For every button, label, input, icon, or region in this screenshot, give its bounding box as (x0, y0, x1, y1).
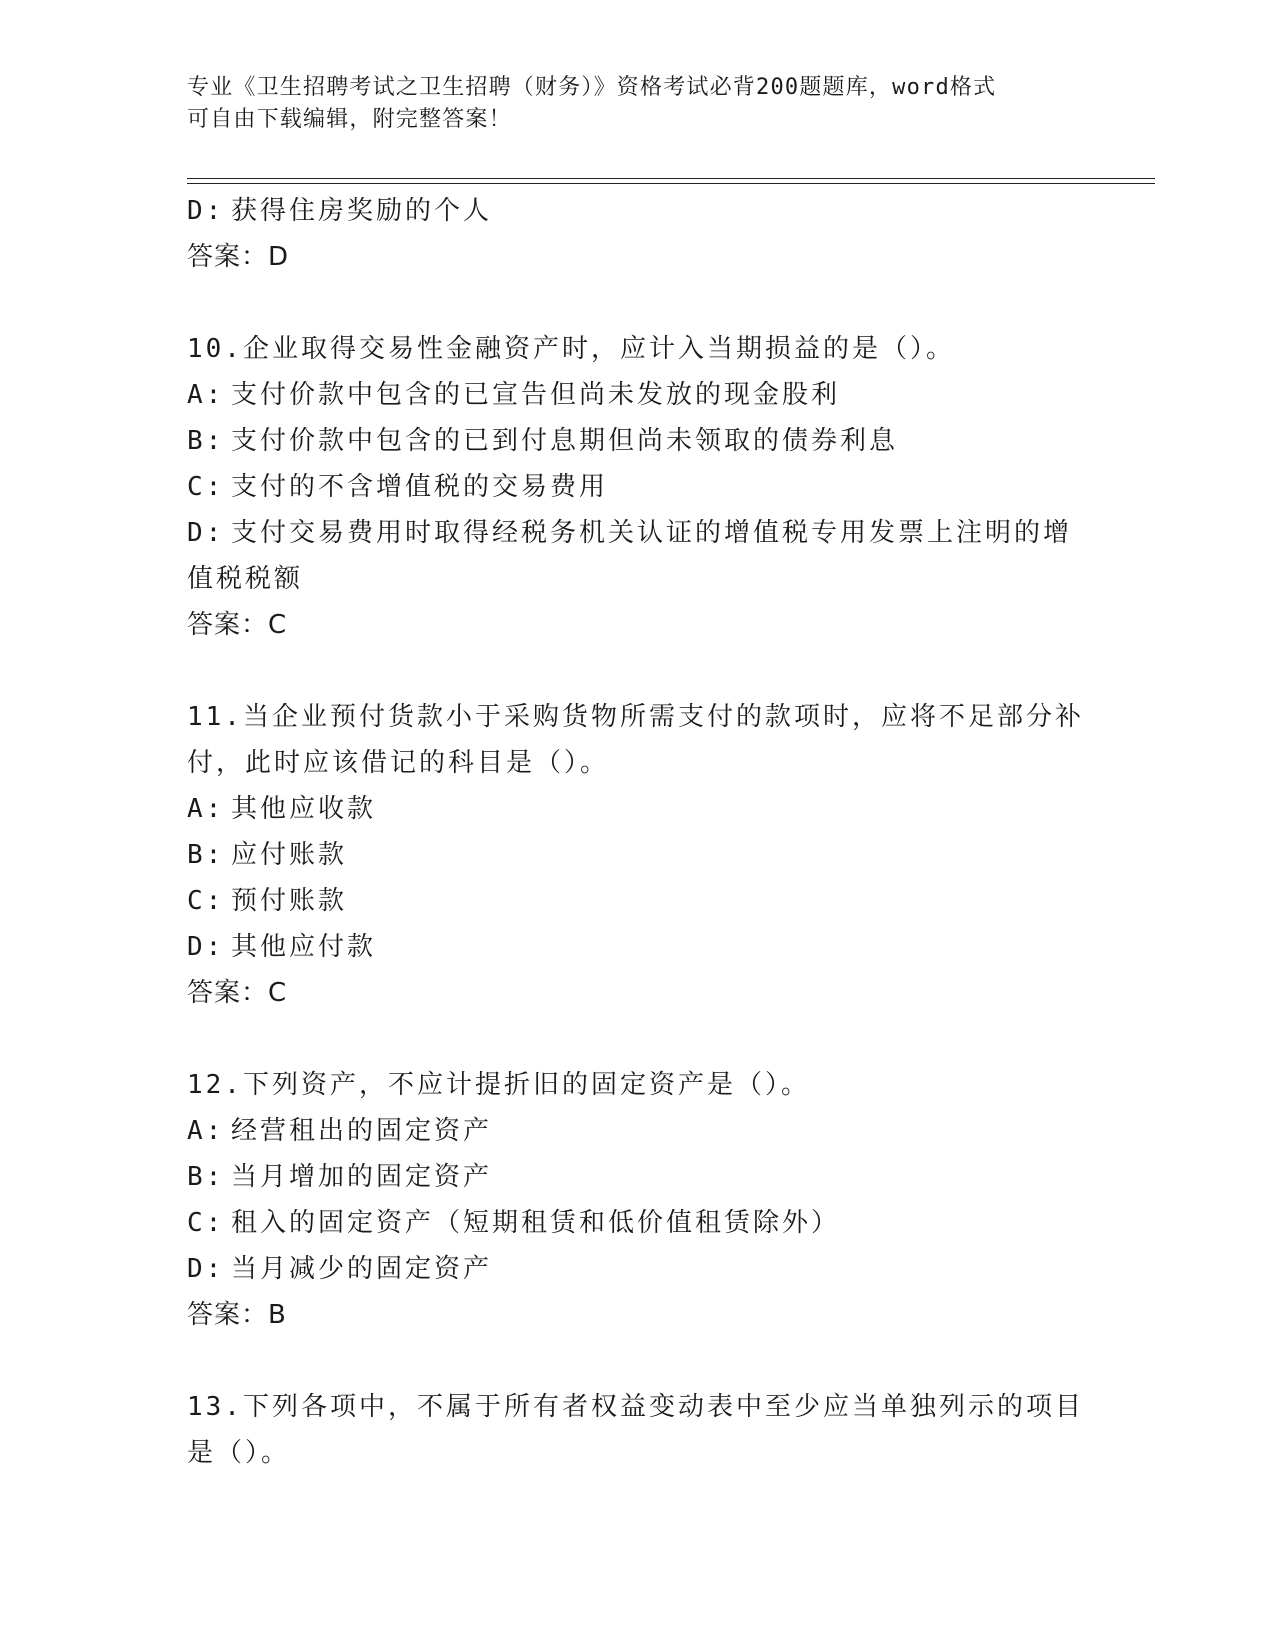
question-option (187, 1246, 1077, 1292)
option-text: 租入的固定资产（短期租赁和低价值租赁除外） (231, 1208, 841, 1238)
question-option (187, 372, 1077, 418)
option-letter: A: (187, 794, 225, 824)
question-option (187, 510, 1077, 556)
question-option (187, 464, 1077, 510)
option-text: 预付账款 (231, 886, 348, 916)
option-text: 其他应收款 (231, 794, 377, 824)
option-letter: D: (187, 1254, 225, 1284)
option-text: 其他应付款 (231, 932, 377, 962)
option-text: 支付价款中包含的已宣告但尚未发放的现金股利 (231, 380, 841, 410)
question-spacer (187, 1016, 1077, 1062)
option-text: 获得住房奖励的个人 (231, 196, 493, 226)
option-text: 支付交易费用时取得经税务机关认证的增值税专用发票上注明的增 (231, 518, 1073, 548)
option-letter: A: (187, 1116, 225, 1146)
question-stem: 10.企业取得交易性金融资产时，应计入当期损益的是（）。 (187, 334, 955, 364)
option-letter: A: (187, 380, 225, 410)
header-title-line-1: 专业《卫生招聘考试之卫生招聘（财务）》资格考试必背200题题库，word格式 (187, 75, 997, 100)
option-text: 应付账款 (231, 840, 348, 870)
prev-option-d (187, 188, 1077, 234)
header-divider-top (187, 178, 1155, 179)
option-text: 当月减少的固定资产 (231, 1254, 493, 1284)
question-list (187, 188, 1084, 1476)
question-option (187, 786, 1077, 832)
question-option (187, 924, 1077, 970)
option-letter: C: (187, 472, 225, 502)
option-letter: D: (187, 196, 225, 226)
question-spacer (187, 280, 1077, 326)
option-letter: C: (187, 1208, 225, 1238)
option-letter: B: (187, 1162, 225, 1192)
header-divider-bottom (187, 183, 1155, 184)
option-letter: D: (187, 932, 225, 962)
question-option (187, 1108, 1077, 1154)
option-letter: B: (187, 426, 225, 456)
option-text: 支付的不含增值税的交易费用 (231, 472, 609, 502)
document-header (187, 72, 1067, 136)
option-letter: C: (187, 886, 225, 916)
prev-answer: 答案：D (187, 242, 290, 272)
question-stem: 11.当企业预付货款小于采购货物所需支付的款项时，应将不足部分补 (187, 702, 1084, 732)
question-stem: 是（）。 (187, 1438, 291, 1468)
answer-line: 答案：B (187, 1300, 287, 1330)
question-option (187, 418, 1077, 464)
option-text: 值税税额 (187, 564, 304, 594)
option-text: 支付价款中包含的已到付息期但尚未领取的债券利息 (231, 426, 899, 456)
option-text: 经营租出的固定资产 (231, 1116, 493, 1146)
option-letter: B: (187, 840, 225, 870)
question-option (187, 1154, 1077, 1200)
option-text: 当月增加的固定资产 (231, 1162, 493, 1192)
question-stem: 13.下列各项中，不属于所有者权益变动表中至少应当单独列示的项目 (187, 1392, 1084, 1422)
question-stem: 付，此时应该借记的科目是（）。 (187, 748, 610, 778)
question-spacer (187, 648, 1077, 694)
answer-line: 答案：C (187, 978, 288, 1008)
question-stem: 12.下列资产，不应计提折旧的固定资产是（）。 (187, 1070, 810, 1100)
question-option (187, 832, 1077, 878)
header-title-line-2: 可自由下载编辑，附完整答案！ (187, 107, 512, 132)
question-option (187, 556, 1077, 602)
option-letter: D: (187, 518, 225, 548)
question-option (187, 878, 1077, 924)
question-spacer (187, 1338, 1077, 1384)
answer-line: 答案：C (187, 610, 288, 640)
question-option (187, 1200, 1077, 1246)
